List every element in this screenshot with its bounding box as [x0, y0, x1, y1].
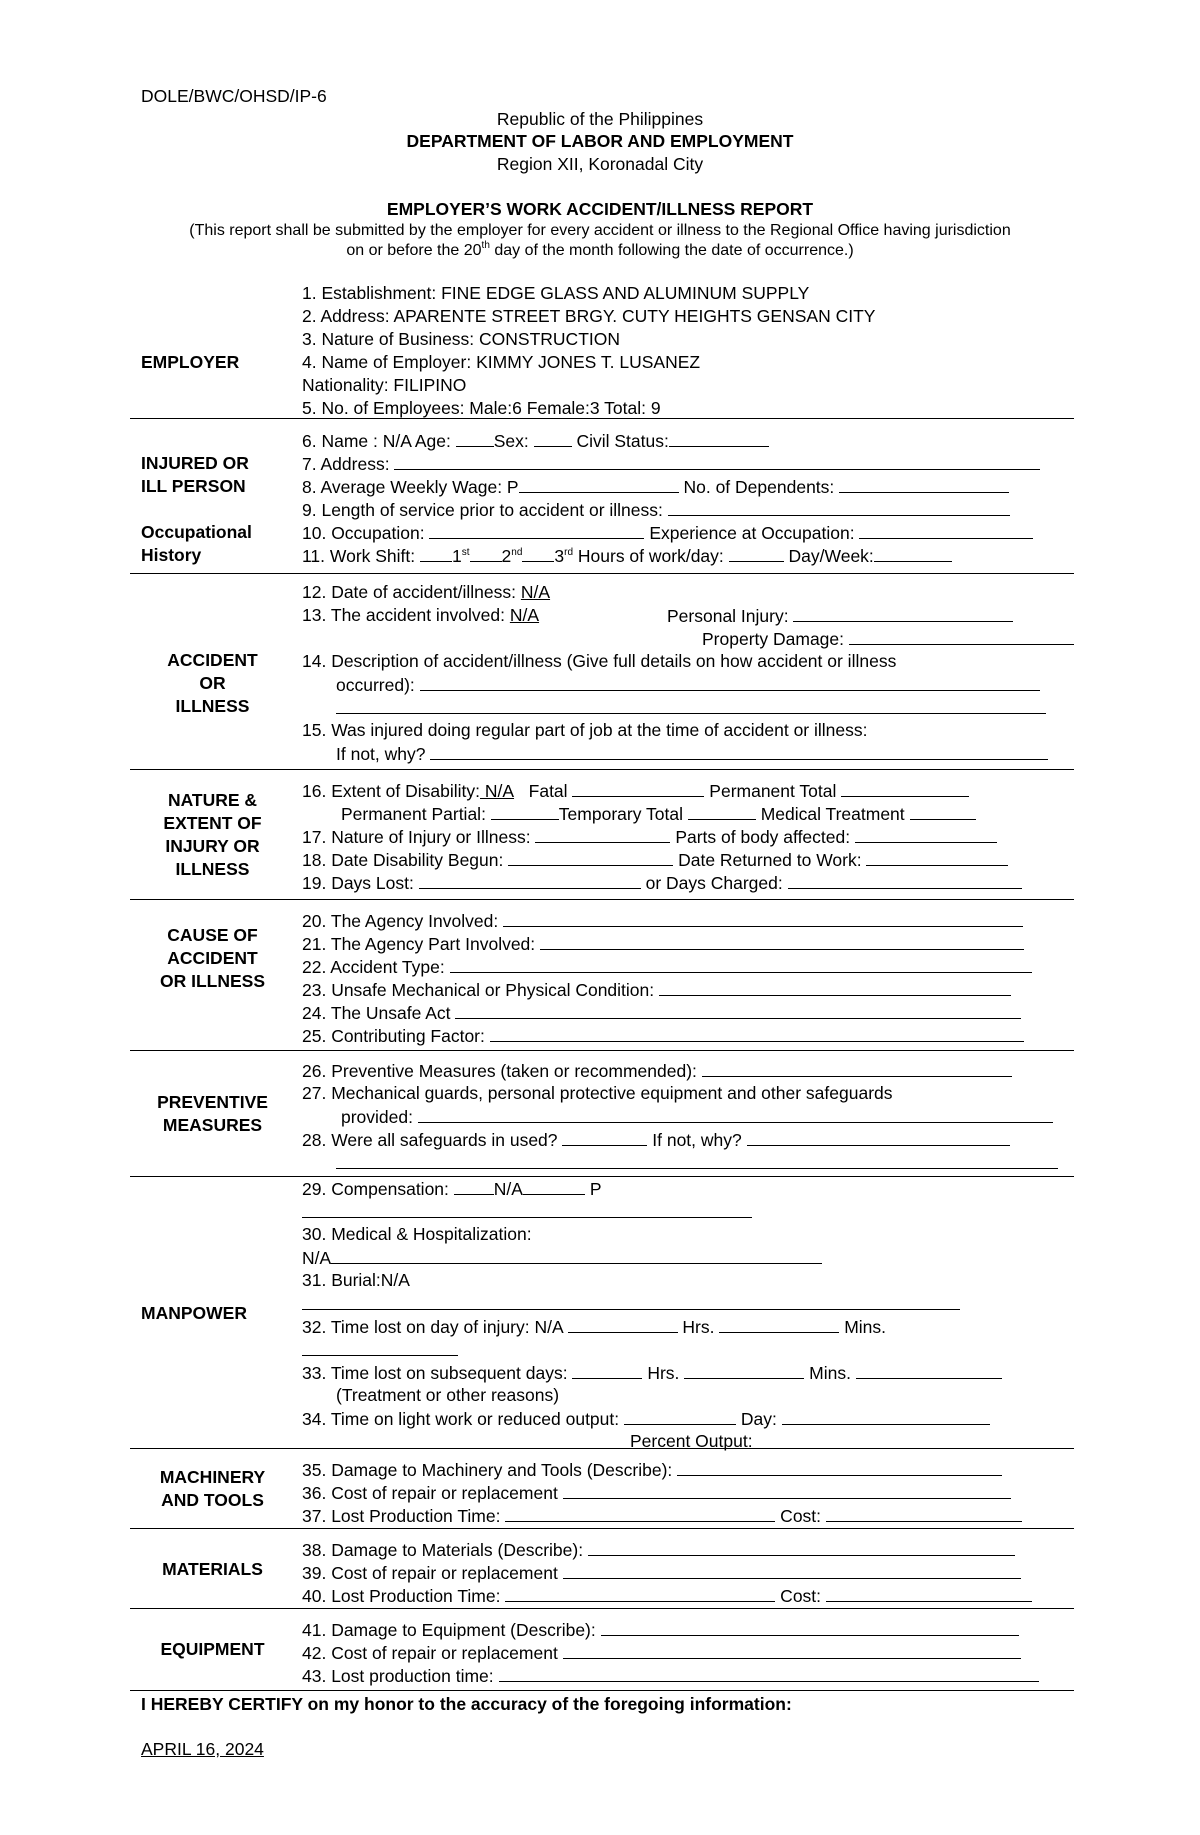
field-agency-part: 21. The Agency Part Involved:	[302, 932, 1024, 955]
field-employer-name: 4. Name of Employer: KIMMY JONES T. LUSANEZ	[302, 352, 701, 372]
field-description-line1: 14. Description of accident/illness (Give full details on how accident or illness	[302, 651, 897, 671]
field-nationality: Nationality: FILIPINO	[302, 375, 467, 395]
field-materials-lost-time: 40. Lost Production Time: Cost:	[302, 1584, 1032, 1607]
field-personal-injury: Personal Injury:	[667, 604, 1013, 627]
field-accident-type: 22. Accident Type:	[302, 955, 1032, 978]
certification-statement: I HEREBY CERTIFY on my honor to the accuracy of the foregoing information:	[141, 1694, 792, 1714]
field-unsafe-condition: 23. Unsafe Mechanical or Physical Condition:	[302, 978, 1011, 1001]
field-date-disability-begun: 18. Date Disability Begun: Date Returned to Work:	[302, 848, 1008, 871]
field-agency-involved: 20. The Agency Involved:	[302, 909, 1023, 932]
burial-line	[302, 1292, 960, 1315]
section-label-manpower: MANPOWER	[141, 1303, 247, 1323]
field-accident-involved: 13. The accident involved: N/A	[302, 605, 540, 625]
field-equipment-cost: 42. Cost of repair or replacement	[302, 1641, 1021, 1664]
report-note-line1: (This report shall be submitted by the employer for every accident or illness to the Regional Office having jurisdiction	[189, 222, 1011, 239]
field-work-shift: 11. Work Shift: 1st 2nd 3rd Hours of work/day: Day/Week:	[302, 544, 952, 567]
divider	[130, 1448, 1074, 1449]
field-materials-cost: 39. Cost of repair or replacement	[302, 1561, 1021, 1584]
section-label-cause: CAUSE OF ACCIDENT OR ILLNESS	[159, 925, 265, 991]
department-name: DEPARTMENT OF LABOR AND EMPLOYMENT	[406, 131, 794, 151]
field-nature-of-injury: 17. Nature of Injury or Illness: Parts of body affected:	[302, 825, 997, 848]
field-medical-value: N/A	[302, 1246, 822, 1269]
field-injured-address: 7. Address:	[302, 452, 1040, 475]
field-damage-machinery: 35. Damage to Machinery and Tools (Describe):	[302, 1458, 1002, 1481]
field-preventive-measures: 26. Preventive Measures (taken or recommended):	[302, 1059, 1012, 1082]
report-title: EMPLOYER’S WORK ACCIDENT/ILLNESS REPORT	[386, 199, 814, 219]
field-unsafe-act: 24. The Unsafe Act	[302, 1001, 1021, 1024]
field-length-of-service: 9. Length of service prior to accident or illness:	[302, 498, 1010, 521]
region-line: Region XII, Koronadal City	[496, 154, 704, 174]
field-permanent-partial: Permanent Partial: Temporary Total Medical Treatment	[341, 802, 976, 825]
field-machinery-cost: 36. Cost of repair or replacement	[302, 1481, 1011, 1504]
report-note-line2: on or before the 20th day of the month following the date of occurrence.)	[346, 240, 854, 259]
field-safeguards-used: 28. Were all safeguards in used? If not, why?	[302, 1128, 1010, 1151]
divider	[130, 1528, 1074, 1529]
divider	[130, 899, 1074, 900]
field-injured-name: 6. Name : N/A Age: Sex: Civil Status:	[302, 429, 769, 452]
compensation-line	[302, 1200, 752, 1223]
field-safeguards-line	[336, 1151, 1058, 1174]
field-if-not-why: If not, why?	[336, 742, 1048, 765]
republic-line: Republic of the Philippines	[496, 109, 704, 129]
field-description-line2: occurred):	[336, 673, 1040, 696]
divider	[130, 769, 1074, 770]
field-burial: 31. Burial:N/A	[302, 1270, 410, 1290]
field-property-damage: Property Damage:	[702, 627, 1074, 650]
field-machinery-lost-time: 37. Lost Production Time: Cost:	[302, 1504, 1022, 1527]
field-contributing-factor: 25. Contributing Factor:	[302, 1024, 1024, 1047]
field-damage-equipment: 41. Damage to Equipment (Describe):	[302, 1618, 1019, 1641]
section-label-accident: ACCIDENT OR ILLNESS	[167, 650, 258, 716]
form-code: DOLE/BWC/OHSD/IP-6	[141, 86, 327, 106]
field-damage-materials: 38. Damage to Materials (Describe):	[302, 1538, 1015, 1561]
section-label-nature: NATURE & EXTENT OF INJURY OR ILLNESS	[163, 790, 262, 879]
divider	[130, 1608, 1074, 1609]
section-label-employer: EMPLOYER	[141, 352, 240, 372]
divider	[130, 418, 1074, 419]
field-weekly-wage: 8. Average Weekly Wage: P No. of Dependents:	[302, 475, 1009, 498]
field-safeguards-provided: provided:	[341, 1105, 1053, 1128]
field-time-lost-subsequent: 33. Time lost on subsequent days: Hrs. Mins.	[302, 1361, 1002, 1384]
time-lost-line	[302, 1338, 458, 1361]
field-establishment: 1. Establishment: FINE EDGE GLASS AND ALUMINUM SUPPLY	[302, 283, 810, 303]
section-label-injured: INJURED OR ILL PERSON	[141, 453, 249, 496]
section-label-preventive: PREVENTIVE MEASURES	[157, 1092, 268, 1135]
field-address: 2. Address: APARENTE STREET BRGY. CUTY HEIGHTS GENSAN CITY	[302, 306, 876, 326]
section-label-occupational-history: Occupational History	[141, 522, 252, 565]
field-description-line3	[336, 696, 1046, 719]
field-light-work: 34. Time on light work or reduced output: Day:	[302, 1407, 990, 1430]
field-days-lost: 19. Days Lost: or Days Charged:	[302, 871, 1022, 894]
section-label-equipment: EQUIPMENT	[160, 1639, 265, 1659]
field-mechanical-guards: 27. Mechanical guards, personal protective equipment and other safeguards	[302, 1083, 893, 1103]
field-regular-job: 15. Was injured doing regular part of job at the time of accident or illness:	[302, 720, 868, 740]
field-medical-hospitalization: 30. Medical & Hospitalization:	[302, 1224, 532, 1244]
field-percent-output: Percent Output:	[630, 1431, 753, 1451]
section-label-materials: MATERIALS	[162, 1559, 263, 1579]
field-compensation: 29. Compensation: N/A P	[302, 1179, 602, 1199]
report-date: APRIL 16, 2024	[141, 1739, 264, 1759]
divider	[130, 573, 1074, 574]
field-date-of-accident: 12. Date of accident/illness: N/A	[302, 582, 551, 602]
field-nature-of-business: 3. Nature of Business: CONSTRUCTION	[302, 329, 620, 349]
divider	[130, 1690, 1074, 1691]
field-equipment-lost-time: 43. Lost production time:	[302, 1664, 1039, 1687]
divider	[130, 1176, 1074, 1177]
section-label-machinery: MACHINERY AND TOOLS	[159, 1467, 266, 1510]
divider	[130, 1050, 1074, 1051]
field-extent-of-disability: 16. Extent of Disability: N/A Fatal Permanent Total	[302, 779, 969, 802]
field-no-of-employees: 5. No. of Employees: Male:6 Female:3 Total: 9	[302, 398, 661, 418]
field-treatment-note: (Treatment or other reasons)	[336, 1385, 560, 1405]
field-occupation: 10. Occupation: Experience at Occupation:	[302, 521, 1033, 544]
field-time-lost-day: 32. Time lost on day of injury: N/A Hrs. Mins.	[302, 1317, 887, 1337]
